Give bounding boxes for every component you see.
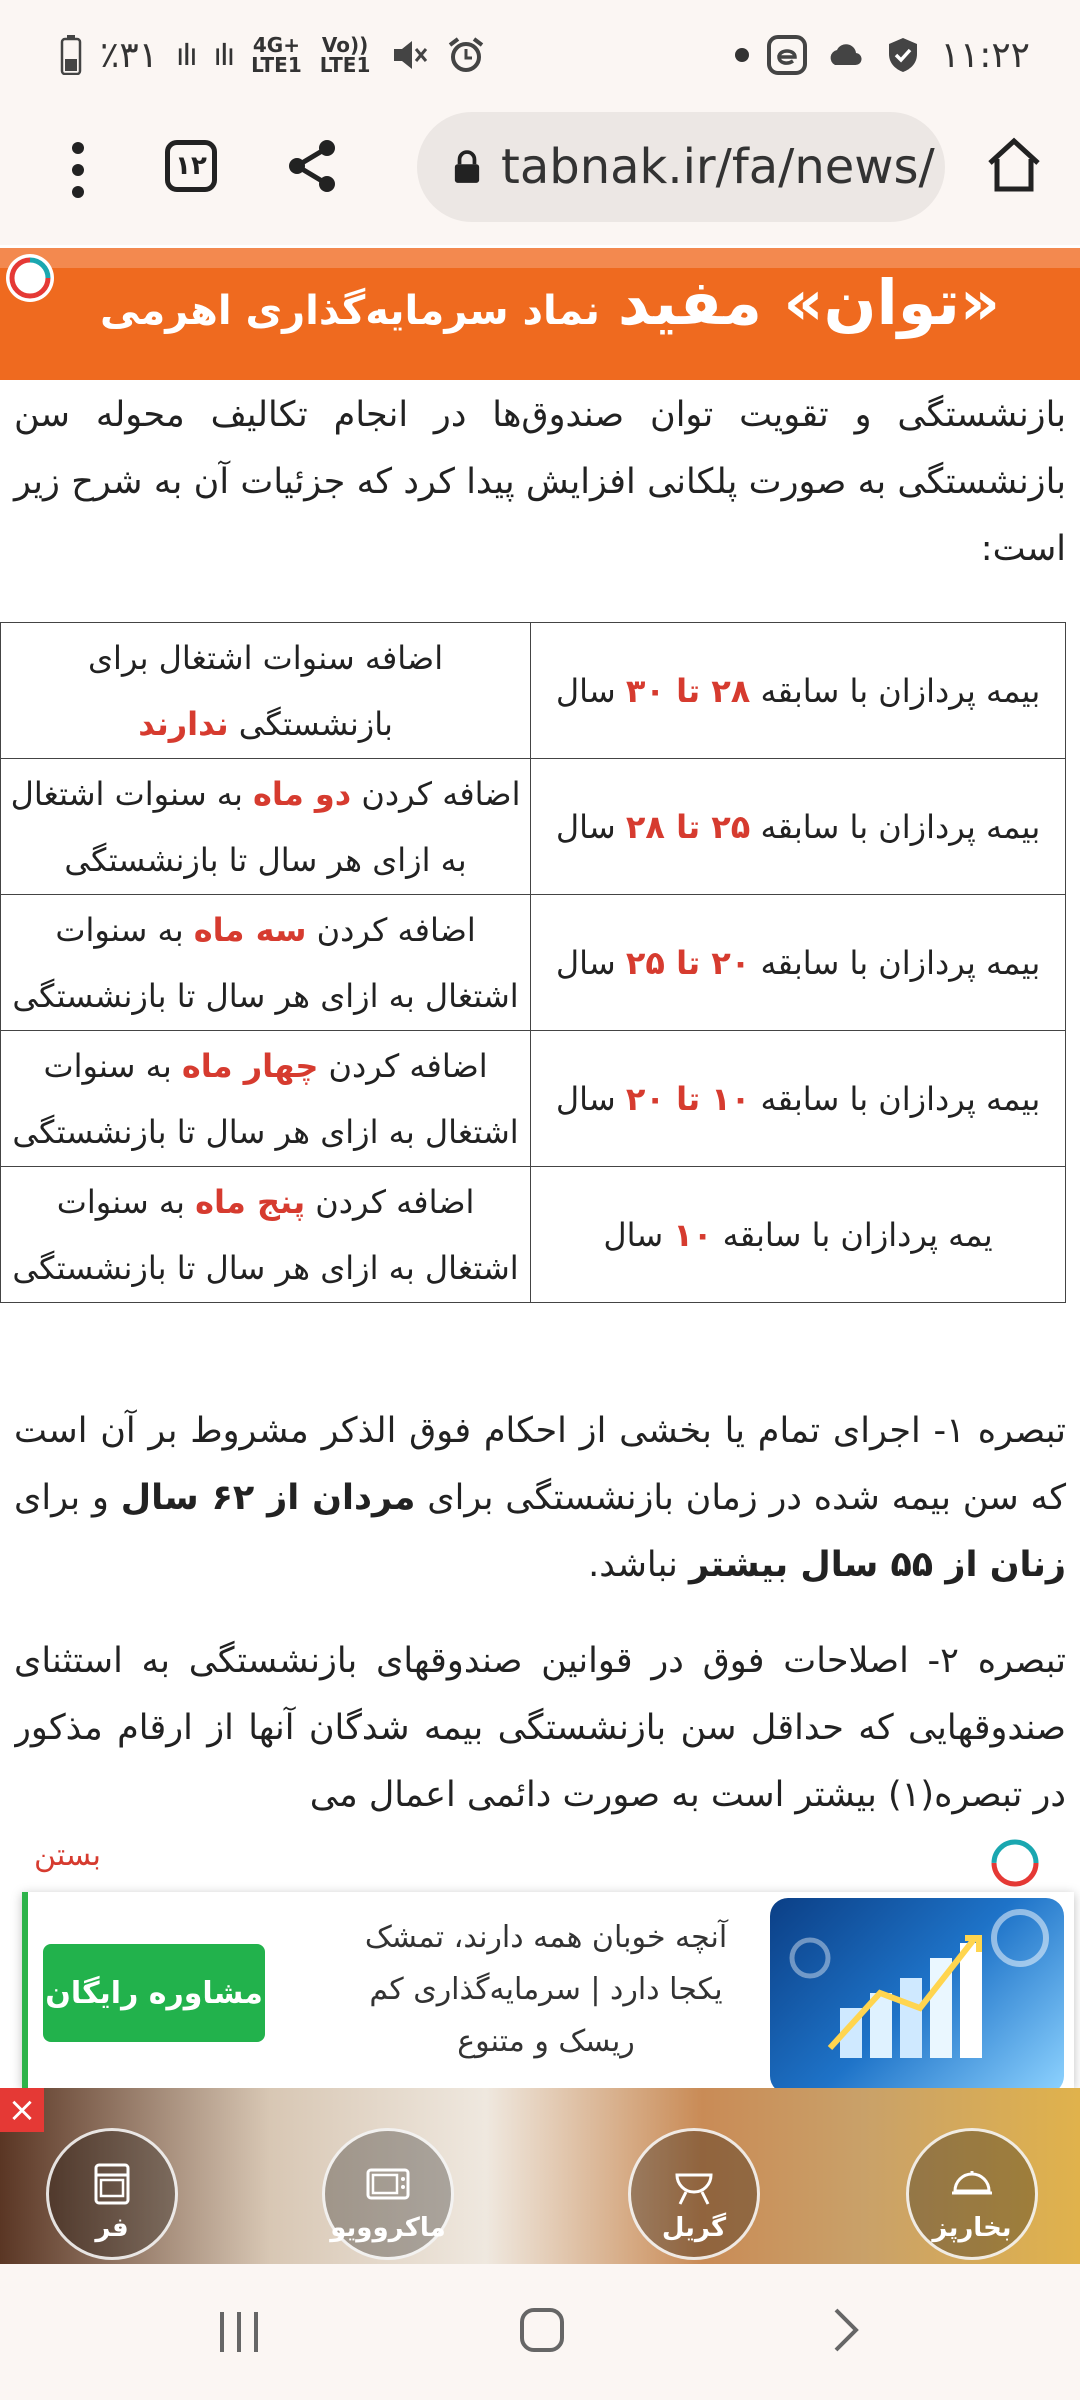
- table-row: [1, 1031, 1066, 1167]
- url-text[interactable]: tabnak.ir/fa/news/: [501, 139, 935, 195]
- url-bar[interactable]: [417, 112, 945, 222]
- microwave-icon: [365, 2161, 411, 2207]
- network-type-top: 4G+: [252, 33, 300, 57]
- back-icon[interactable]: [820, 2306, 868, 2354]
- browser-toolbar: [0, 110, 1080, 245]
- notification-dot-icon: [735, 48, 749, 62]
- oven-icon: [89, 2161, 135, 2207]
- table-cell-rule: اضافه سنوات اشتغال برای بازنشستگی ندارند: [1, 623, 531, 759]
- table-cell-tenure: بیمه پردازان با سابقه ۲۵ تا ۲۸ سال: [531, 759, 1066, 895]
- battery-icon: [60, 35, 82, 75]
- steamer-icon: [949, 2161, 995, 2207]
- table-row: [1, 623, 1066, 759]
- status-bar: [0, 0, 1080, 110]
- category-oven[interactable]: [46, 2128, 178, 2260]
- table-row: [1, 759, 1066, 895]
- shield-icon: [883, 35, 923, 75]
- alarm-icon: [446, 35, 486, 75]
- mute-icon: [388, 35, 428, 75]
- table-row: [1, 895, 1066, 1031]
- volte-top: Vo)): [321, 33, 369, 57]
- volte-bottom: LTE1: [319, 53, 371, 77]
- category-grill[interactable]: [628, 2128, 760, 2260]
- table-cell-rule: اضافه کردن دو ماه به سنوات اشتغال به ازای هر سال تا بازنشستگی: [1, 759, 531, 895]
- banner-text: [100, 266, 1000, 339]
- tab-switcher-button[interactable]: [165, 140, 217, 192]
- category-microwave[interactable]: [322, 2128, 454, 2260]
- category-label: ماکروویو: [330, 2213, 446, 2243]
- free-consultation-button[interactable]: مشاوره رایگان: [43, 1944, 265, 2042]
- table-cell-rule: اضافه کردن چهار ماه به سنوات اشتغال به ازای هر سال تا بازنشستگی: [1, 1031, 531, 1167]
- grill-icon: [671, 2161, 717, 2207]
- network-type: [251, 35, 302, 75]
- signal-icon: ıIı: [176, 37, 196, 73]
- table-cell-tenure: بیمه پردازان با سابقه ۲۰ تا ۲۵ سال: [531, 895, 1066, 1031]
- table-cell-tenure: بیمه پردازان با سابقه ۱۰ تا ۲۰ سال: [531, 1031, 1066, 1167]
- clock: ۱۱:۲۲: [940, 34, 1030, 76]
- cloud-icon: [825, 35, 865, 75]
- close-icon[interactable]: ×: [0, 2088, 44, 2132]
- tab-count: ۱۲: [175, 151, 207, 181]
- ad-text[interactable]: آنچه خوبان همه دارند، تمشک یکجا دارد | سرمایه‌گذاری کم ریسک و متنوع: [364, 1920, 728, 2059]
- category-label: فر: [95, 2213, 129, 2243]
- recent-apps-icon[interactable]: [214, 2308, 264, 2356]
- home-icon[interactable]: [984, 135, 1044, 195]
- table-cell-tenure: بیمه پردازان با سابقه ۲۸ تا ۳۰ سال: [531, 623, 1066, 759]
- article-intro: بازنشستگی و تقویت توان صندوق‌ها در انجام تکالیف محوله سن بازنشستگی به صورت پلکانی افزایش پیدا کرد که جزئیات آن به شرح زیر است:: [14, 395, 1066, 569]
- signal-icon-2: ıIı: [213, 37, 234, 73]
- system-nav-bar: [0, 2264, 1080, 2400]
- article-note-1: تبصره ۱- اجرای تمام یا بخشی از احکام فوق الذکر مشروط بر آن است که سن بیمه شده در زمان بازنشستگی برای مردان از ۶۲ سال و برای زنان از ۵۵ سال بیشتر نباشد.: [14, 1411, 1066, 1585]
- banner-headline: «توان» مفید: [617, 266, 1000, 339]
- table-cell-rule: اضافه کردن پنج ماه به سنوات اشتغال به ازای هر سال تا بازنشستگی: [1, 1167, 531, 1303]
- status-left: [60, 35, 486, 76]
- ad-close-button[interactable]: بستن: [34, 1838, 102, 1873]
- banner-subline: نماد سرمایه‌گذاری اهرمی: [100, 288, 600, 334]
- home-nav-icon[interactable]: [518, 2306, 566, 2354]
- category-steamer[interactable]: [906, 2128, 1038, 2260]
- site-logo-icon: [4, 252, 56, 304]
- battery-percent: ٪۳۱: [100, 34, 159, 76]
- share-icon[interactable]: [285, 138, 341, 194]
- chart-graphic-icon: [770, 1898, 1064, 2094]
- category-label: گریل: [661, 2213, 727, 2243]
- promo-banner[interactable]: [0, 248, 1080, 380]
- retirement-table: [0, 622, 1066, 1303]
- table-cell-tenure: یمه پردازان با سابقه ۱۰ سال: [531, 1167, 1066, 1303]
- article-note-2: تبصره ۲- اصلاحات فوق در قوانین صندوقهای بازنشستگی به استثنای صندوقهایی که حداقل سن بازنشستگی بیمه شدگان آنها از ارقام مذکور در تبصره(۱) بیشتر است به صورت دائمی اعمال می: [14, 1641, 1066, 1815]
- category-ad-strip[interactable]: [0, 2088, 1080, 2264]
- ad-image[interactable]: [770, 1898, 1064, 2094]
- edge-app-icon: [767, 35, 807, 75]
- status-right: [735, 35, 1030, 76]
- table-cell-rule: اضافه کردن سه ماه به سنوات اشتغال به ازای هر سال تا بازنشستگی: [1, 895, 531, 1031]
- table-row: [1, 1167, 1066, 1303]
- floating-ad[interactable]: [22, 1892, 1074, 2088]
- lock-icon: [453, 150, 481, 184]
- overflow-menu-icon[interactable]: [70, 140, 86, 200]
- banner-top-strip: [0, 248, 1080, 268]
- volte-indicator: [320, 35, 371, 75]
- network-type-bottom: LTE1: [251, 53, 302, 77]
- category-label: بخارپز: [932, 2213, 1012, 2243]
- ad-logo-icon: [990, 1838, 1040, 1888]
